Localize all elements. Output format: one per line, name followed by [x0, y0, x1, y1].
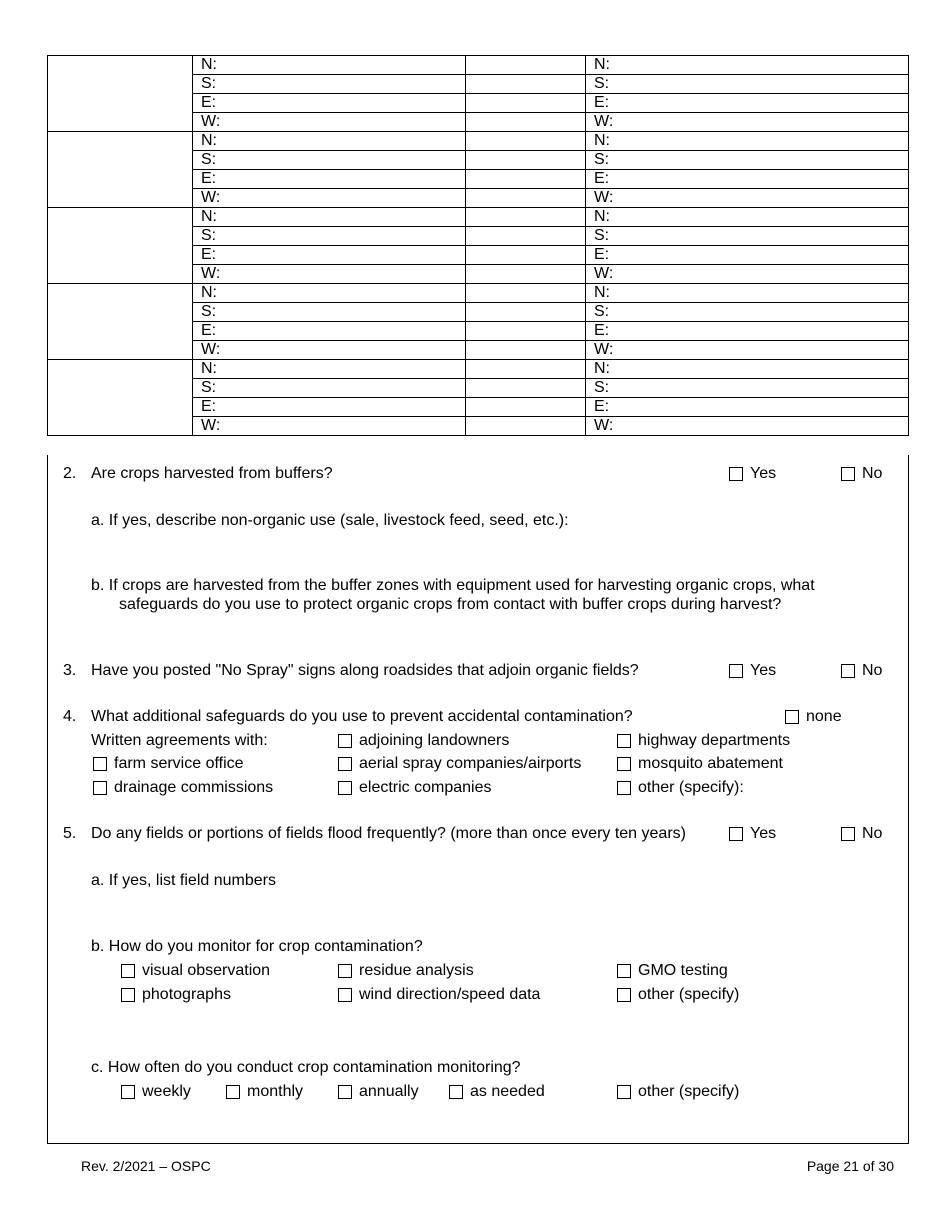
left-direction-cell[interactable]: S:	[193, 379, 466, 398]
q4-written-label: Written agreements with:	[91, 732, 268, 749]
q5c-asneeded-checkbox[interactable]	[449, 1085, 463, 1099]
q3-number: 3.	[63, 662, 77, 679]
q4-text: What additional safeguards do you use to prevent accidental contamination?	[91, 708, 633, 725]
q5b-gmo-label: GMO testing	[638, 962, 728, 979]
field-cell[interactable]	[48, 284, 193, 360]
q4-electric-label: electric companies	[359, 779, 492, 796]
table-row	[48, 360, 909, 379]
right-direction-cell[interactable]: E:	[586, 398, 909, 417]
q4-number: 4.	[63, 708, 77, 725]
q5b-wind-checkbox[interactable]	[338, 988, 352, 1002]
q5-text: Do any fields or portions of fields flood frequently? (more than once every ten years)	[91, 825, 686, 842]
right-direction-cell[interactable]: N:	[586, 56, 909, 75]
questions-box	[47, 455, 909, 1144]
q5c-monthly-checkbox[interactable]	[226, 1085, 240, 1099]
q5b-text: b. How do you monitor for crop contamination?	[91, 938, 423, 955]
right-direction-cell[interactable]: S:	[586, 227, 909, 246]
q2-yes-checkbox[interactable]	[729, 467, 743, 481]
q4-highway-label: highway departments	[638, 732, 791, 749]
right-direction-cell[interactable]: N:	[586, 208, 909, 227]
middle-cell[interactable]	[466, 227, 586, 246]
q2b-text-line1: b. If crops are harvested from the buffer zones with equipment used for harvesting organic crops, what	[91, 577, 815, 594]
middle-cell[interactable]	[466, 417, 586, 436]
q5c-annually-label: annually	[359, 1083, 419, 1100]
q3-no-checkbox[interactable]	[841, 664, 855, 678]
q5-yes-label: Yes	[750, 825, 777, 842]
right-direction-cell[interactable]: S:	[586, 303, 909, 322]
q5b-photos-label: photographs	[142, 986, 231, 1003]
q5b-residue-checkbox[interactable]	[338, 964, 352, 978]
table-row	[48, 56, 909, 75]
q5c-other-label: other (specify)	[638, 1083, 740, 1100]
q5b-other-checkbox[interactable]	[617, 988, 631, 1002]
buffer-table	[47, 55, 909, 436]
q4-other-label: other (specify):	[638, 779, 744, 796]
middle-cell[interactable]	[466, 398, 586, 417]
middle-cell[interactable]	[466, 208, 586, 227]
middle-cell[interactable]	[466, 341, 586, 360]
middle-cell[interactable]	[466, 132, 586, 151]
footer-revision: Rev. 2/2021 – OSPC	[81, 1158, 211, 1174]
q5c-annually-checkbox[interactable]	[338, 1085, 352, 1099]
left-direction-cell[interactable]: W:	[193, 417, 466, 436]
field-cell[interactable]	[48, 132, 193, 208]
q3-yes-checkbox[interactable]	[729, 664, 743, 678]
middle-cell[interactable]	[466, 303, 586, 322]
q4-aerial-label: aerial spray companies/airports	[359, 755, 582, 772]
right-direction-cell[interactable]: W:	[586, 341, 909, 360]
right-direction-cell[interactable]: N:	[586, 284, 909, 303]
left-direction-cell[interactable]: N:	[193, 284, 466, 303]
field-cell[interactable]	[48, 56, 193, 132]
q5-number: 5.	[63, 825, 77, 842]
q4-none-label: none	[806, 708, 842, 725]
footer-page-number: Page 21 of 30	[806, 1158, 894, 1174]
right-direction-cell[interactable]: S:	[586, 379, 909, 398]
right-direction-cell[interactable]: W:	[586, 265, 909, 284]
right-direction-cell[interactable]: E:	[586, 94, 909, 113]
q2-yes-label: Yes	[750, 465, 777, 482]
table-row	[48, 208, 909, 227]
middle-cell[interactable]	[466, 246, 586, 265]
middle-cell[interactable]	[466, 170, 586, 189]
left-direction-cell[interactable]: E:	[193, 246, 466, 265]
q2a-text: a. If yes, describe non-organic use (sale, livestock feed, seed, etc.):	[91, 512, 569, 529]
q4-other-checkbox[interactable]	[617, 781, 631, 795]
q5b-gmo-checkbox[interactable]	[617, 964, 631, 978]
middle-cell[interactable]	[466, 56, 586, 75]
q3-no-label: No	[862, 662, 883, 679]
q4-adjoining-label: adjoining landowners	[359, 732, 510, 749]
left-direction-cell[interactable]: S:	[193, 75, 466, 94]
q5b-visual-checkbox[interactable]	[121, 964, 135, 978]
right-direction-cell[interactable]: W:	[586, 417, 909, 436]
q5-yes-checkbox[interactable]	[729, 827, 743, 841]
q2b-text-line2: safeguards do you use to protect organic crops from contact with buffer crops during harvest?	[119, 596, 782, 613]
left-direction-cell[interactable]: N:	[193, 208, 466, 227]
right-direction-cell[interactable]: N:	[586, 360, 909, 379]
field-cell[interactable]	[48, 208, 193, 284]
middle-cell[interactable]	[466, 94, 586, 113]
middle-cell[interactable]	[466, 360, 586, 379]
middle-cell[interactable]	[466, 75, 586, 94]
left-direction-cell[interactable]: W:	[193, 113, 466, 132]
table-row	[48, 284, 909, 303]
middle-cell[interactable]	[466, 265, 586, 284]
table-row	[48, 132, 909, 151]
left-direction-cell[interactable]: E:	[193, 94, 466, 113]
left-direction-cell[interactable]: N:	[193, 360, 466, 379]
right-direction-cell[interactable]: E:	[586, 170, 909, 189]
left-direction-cell[interactable]: W:	[193, 341, 466, 360]
q3-yes-label: Yes	[750, 662, 777, 679]
q5-no-checkbox[interactable]	[841, 827, 855, 841]
middle-cell[interactable]	[466, 379, 586, 398]
q4-mosquito-checkbox[interactable]	[617, 757, 631, 771]
left-direction-cell[interactable]: N:	[193, 56, 466, 75]
middle-cell[interactable]	[466, 189, 586, 208]
left-direction-cell[interactable]: W:	[193, 265, 466, 284]
right-direction-cell[interactable]: E:	[586, 322, 909, 341]
field-cell[interactable]	[48, 360, 193, 436]
middle-cell[interactable]	[466, 151, 586, 170]
left-direction-cell[interactable]: S:	[193, 303, 466, 322]
q5c-other-checkbox[interactable]	[617, 1085, 631, 1099]
left-direction-cell[interactable]: E:	[193, 322, 466, 341]
q5b-photos-checkbox[interactable]	[121, 988, 135, 1002]
q4-mosquito-label: mosquito abatement	[638, 755, 783, 772]
q2-no-checkbox[interactable]	[841, 467, 855, 481]
right-direction-cell[interactable]: W:	[586, 189, 909, 208]
q4-none-checkbox[interactable]	[785, 710, 799, 724]
right-direction-cell[interactable]: N:	[586, 132, 909, 151]
q4-drainage-label: drainage commissions	[114, 779, 274, 796]
q5c-weekly-label: weekly	[142, 1083, 191, 1100]
q2-number: 2.	[63, 465, 77, 482]
q2-no-label: No	[862, 465, 883, 482]
q5a-text: a. If yes, list field numbers	[91, 872, 276, 889]
left-direction-cell[interactable]: W:	[193, 189, 466, 208]
q4-adjoining-checkbox[interactable]	[338, 734, 352, 748]
q5b-other-label: other (specify)	[638, 986, 740, 1003]
left-direction-cell[interactable]: N:	[193, 132, 466, 151]
q5c-asneeded-label: as needed	[470, 1083, 545, 1100]
q5-no-label: No	[862, 825, 883, 842]
q4-aerial-checkbox[interactable]	[338, 757, 352, 771]
q2-text: Are crops harvested from buffers?	[91, 465, 333, 482]
right-direction-cell[interactable]: S:	[586, 151, 909, 170]
left-direction-cell[interactable]: E:	[193, 170, 466, 189]
q4-farm-label: farm service office	[114, 755, 244, 772]
q5b-residue-label: residue analysis	[359, 962, 474, 979]
middle-cell[interactable]	[466, 113, 586, 132]
q4-farm-checkbox[interactable]	[93, 757, 107, 771]
q5b-visual-label: visual observation	[142, 962, 271, 979]
left-direction-cell[interactable]: E:	[193, 398, 466, 417]
right-direction-cell[interactable]: W:	[586, 113, 909, 132]
q5b-wind-label: wind direction/speed data	[359, 986, 541, 1003]
q4-drainage-checkbox[interactable]	[93, 781, 107, 795]
q4-highway-checkbox[interactable]	[617, 734, 631, 748]
q5c-weekly-checkbox[interactable]	[121, 1085, 135, 1099]
right-direction-cell[interactable]: E:	[586, 246, 909, 265]
q5c-text: c. How often do you conduct crop contamination monitoring?	[91, 1059, 521, 1076]
q3-text: Have you posted "No Spray" signs along roadsides that adjoin organic fields?	[91, 662, 639, 679]
q4-electric-checkbox[interactable]	[338, 781, 352, 795]
q5c-monthly-label: monthly	[247, 1083, 304, 1100]
left-direction-cell[interactable]: S:	[193, 227, 466, 246]
right-direction-cell[interactable]: S:	[586, 75, 909, 94]
middle-cell[interactable]	[466, 284, 586, 303]
middle-cell[interactable]	[466, 322, 586, 341]
left-direction-cell[interactable]: S:	[193, 151, 466, 170]
